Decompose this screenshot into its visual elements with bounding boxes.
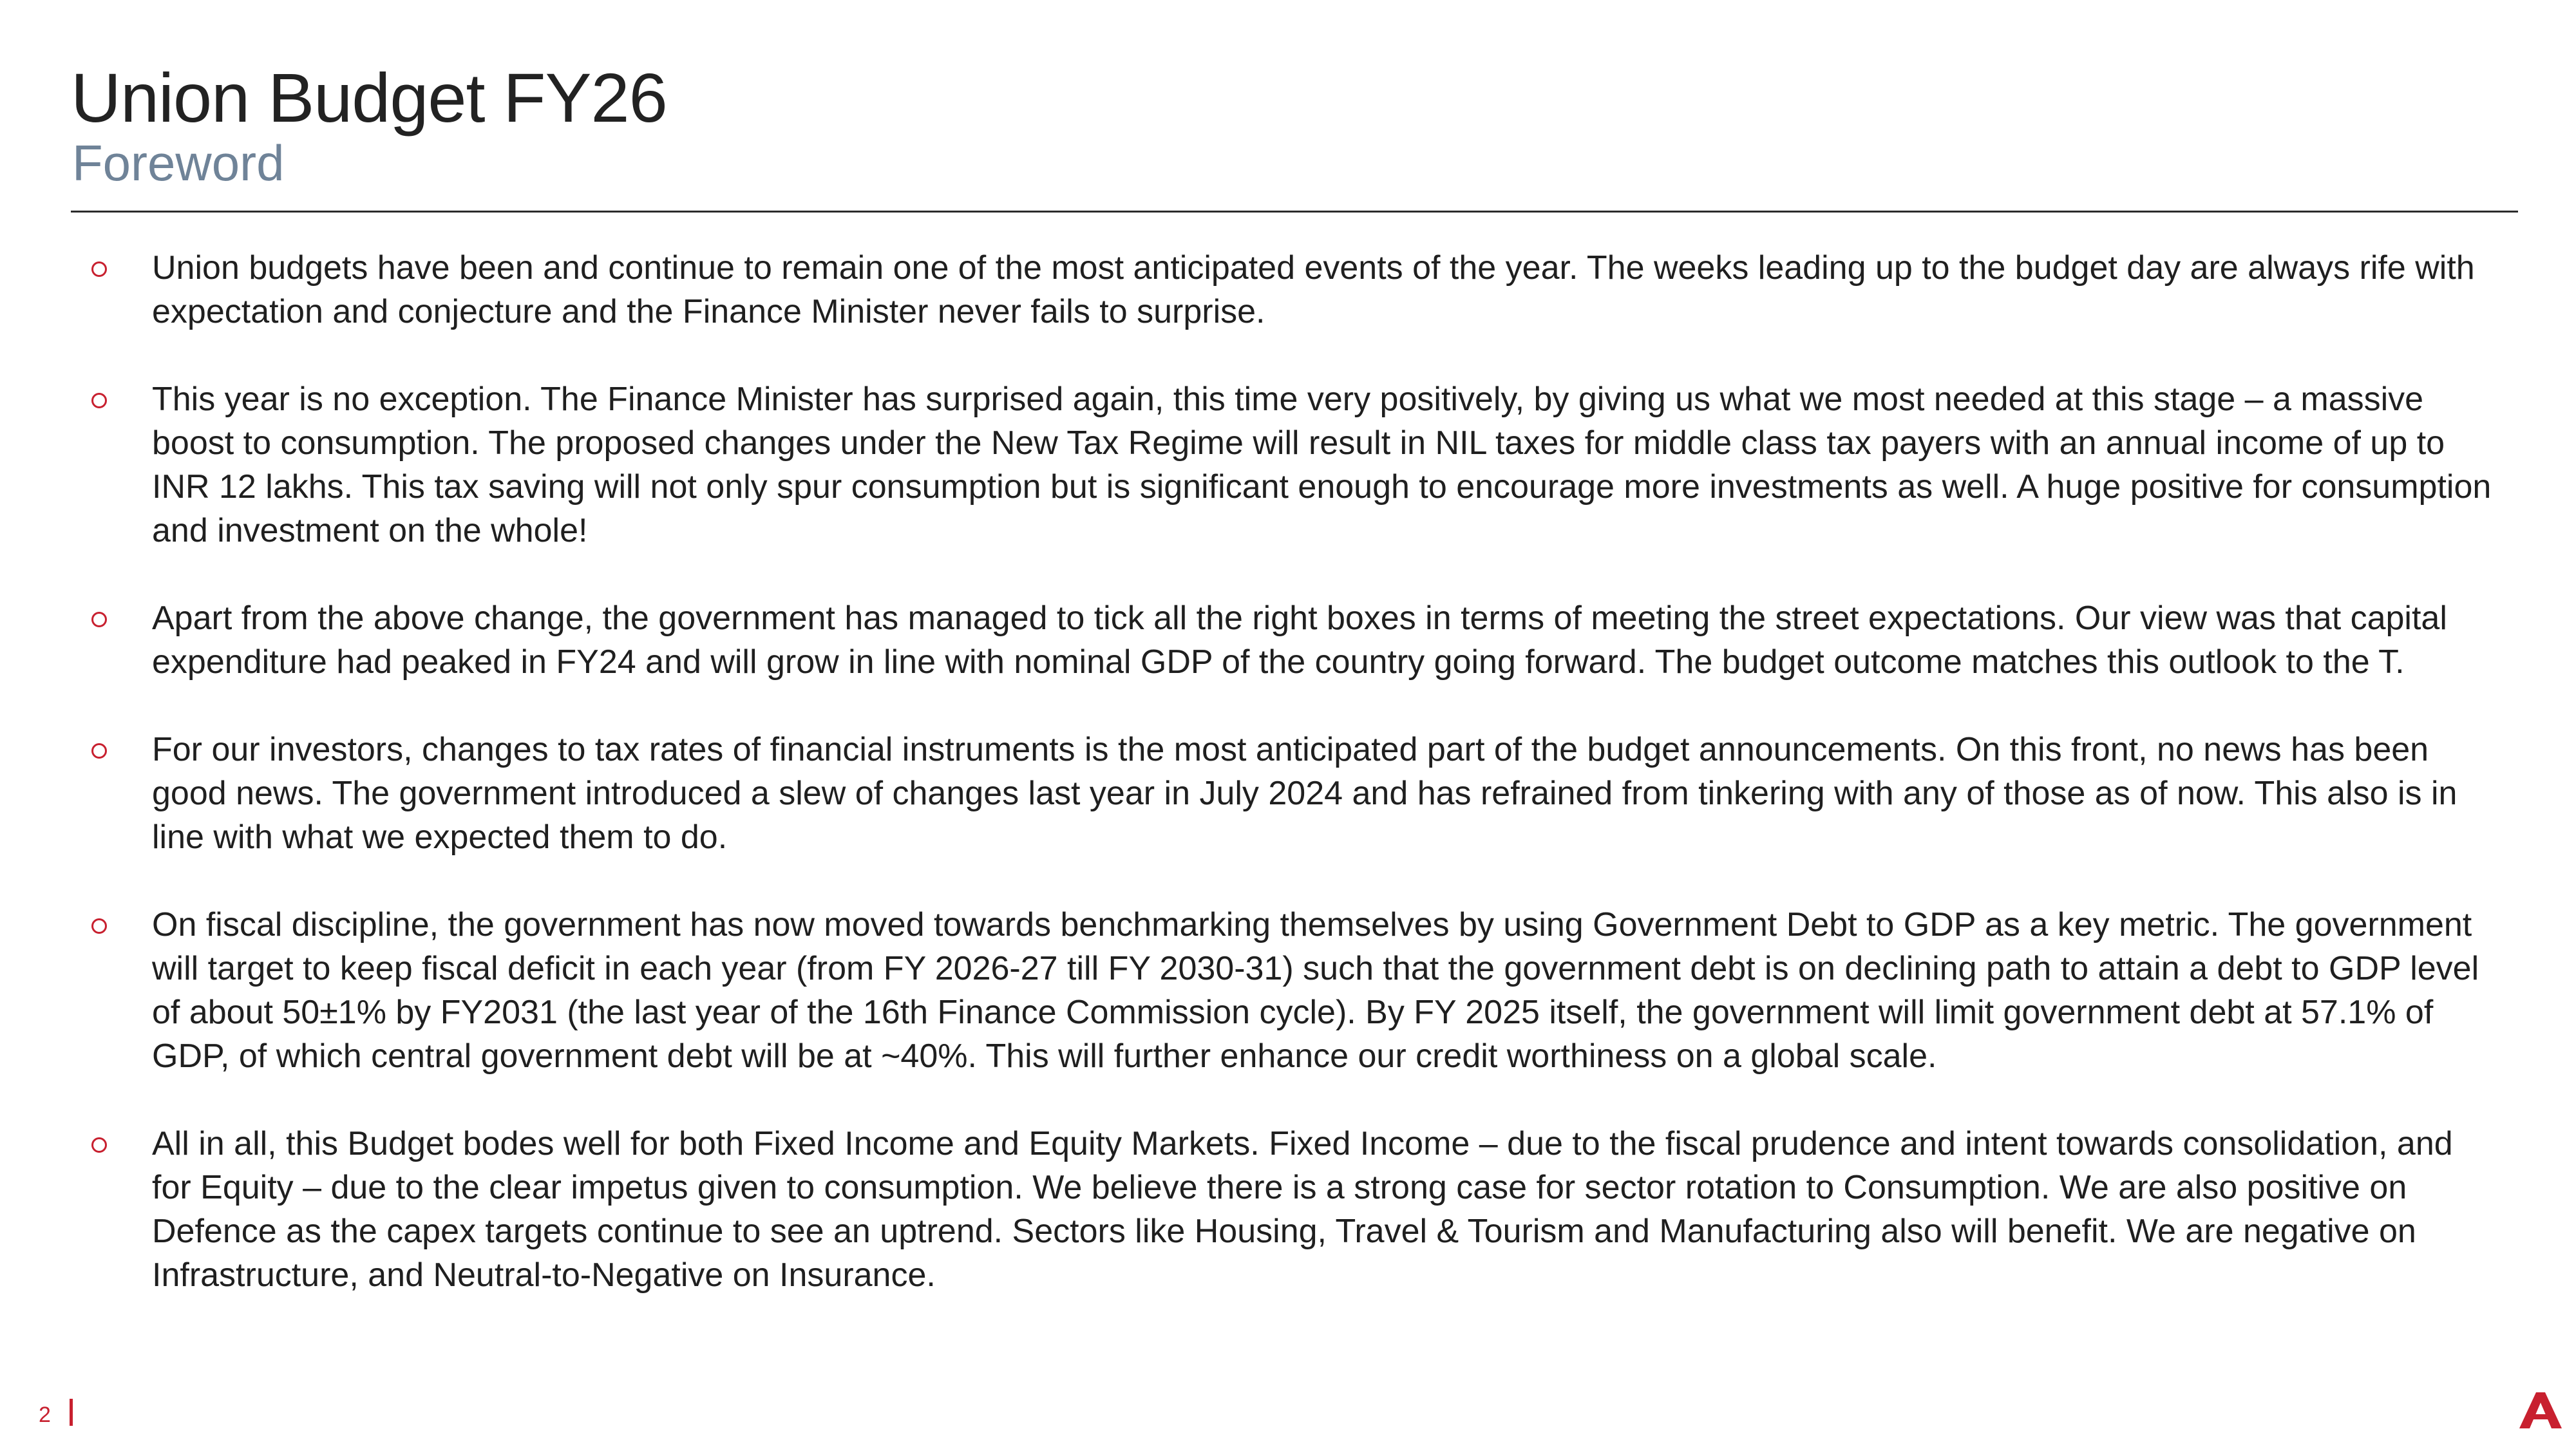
chevron-logo-icon (2517, 1392, 2562, 1428)
bullet-list (90, 246, 2499, 1297)
bullet-text: Union budgets have been and continue to remain one of the most anticipated events of the year. The weeks leading up to the budget day are always rife with expectation and conjecture and the Finance Minister never fails to surprise. (152, 249, 2475, 330)
bullet-text: For our investors, changes to tax rates of financial instruments is the most anticipated part of the budget announcements. On this front, no news has been good news. The government introduced a slew of changes last year in July 2024 and has refrained from tinkering with any of those as of now. This also is in line with what we expected them to do. (152, 731, 2458, 856)
bullet-text: All in all, this Budget bodes well for both Fixed Income and Equity Markets. Fixed Income – due to the fiscal prudence and intent towards consolidation, and for Equity – due to the clear impetus given to consumption. We believe there is a strong case for sector rotation to Consumption. We are also positive on Defence as the capex targets continue to see an uptrend. Sectors like Housing, Travel & Tourism and Manufacturing also will benefit. We are negative on Infrastructure, and Neutral-to-Negative on Insurance. (152, 1125, 2453, 1294)
bullet-text: On fiscal discipline, the government has now moved towards benchmarking themselves by using Government Debt to GDP as a key metric. The government will target to keep fiscal deficit in each year (from FY 2026-27 till FY 2030-31) such that the government debt is on declining path to attain a debt to GDP level of about 50±1% by FY2031 (the last year of the 16th Finance Commission cycle). By FY 2025 itself, the government will limit government debt at 57.1% of GDP, of which central government debt will be at ~40%. This will further enhance our credit worthiness on a global scale. (152, 906, 2479, 1075)
circle-bullet-icon (91, 918, 107, 934)
bullet-item (90, 246, 2499, 334)
page-number: 2 (39, 1403, 51, 1427)
circle-bullet-icon (91, 393, 107, 408)
header-divider (71, 211, 2518, 213)
circle-bullet-icon (91, 612, 107, 627)
bullet-item (90, 728, 2499, 859)
page-title: Union Budget FY26 (71, 59, 667, 137)
bullet-item (90, 596, 2499, 684)
bullet-text: This year is no exception. The Finance Minister has surprised again, this time very positively, by giving us what we most needed at this stage – a massive boost to consumption. The proposed changes under the New Tax Regime will result in NIL taxes for middle class tax payers with an annual income of up to INR 12 lakhs. This tax saving will not only spur consumption but is significant enough to encourage more investments as well. A huge positive for consumption and investment on the whole! (152, 381, 2492, 549)
circle-bullet-icon (91, 743, 107, 759)
circle-bullet-icon (91, 261, 107, 277)
page-number-divider (70, 1399, 73, 1426)
bullet-item (90, 1122, 2499, 1297)
circle-bullet-icon (91, 1137, 107, 1153)
page-subtitle: Foreword (72, 135, 285, 191)
bullet-item (90, 377, 2499, 553)
bullet-text: Apart from the above change, the government has managed to tick all the right boxes in terms of meeting the street expectations. Our view was that capital expenditure had peaked in FY24 and will grow in line with nominal GDP of the country going forward. The budget outcome matches this outlook to the T. (152, 600, 2447, 681)
bullet-item (90, 903, 2499, 1078)
